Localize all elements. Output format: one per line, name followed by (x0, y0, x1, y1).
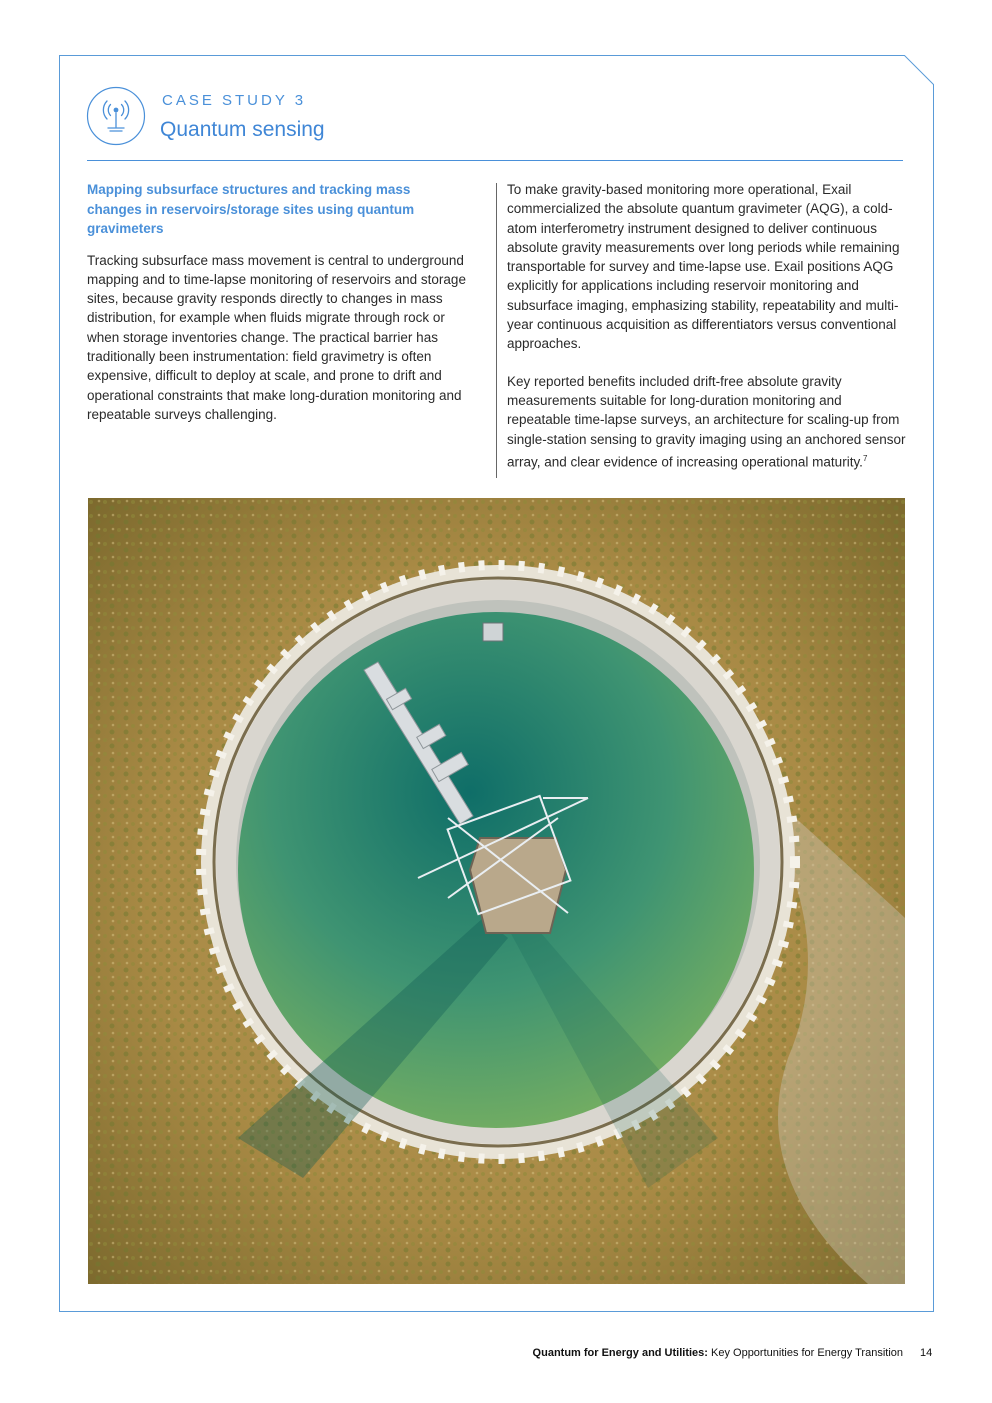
right-body-paragraph-2 (507, 372, 907, 472)
footnote-reference: 7 (862, 453, 868, 463)
header-rule (87, 160, 903, 161)
column-divider (496, 183, 497, 478)
right-body-paragraph-1: To make gravity-based monitoring more operational, Exail commercialized the absolute quantum gravimeter (AQG), a cold-atom interferometry instrument designed to deliver continuous absolute gravity measurements over long periods while remaining transportable for survey and time-lapse use. Exail positions AQG explicitly for applications including reservoir monitoring and subsurface imaging, emphasizing stability, repeatability and multi-year continuous acquisition as differentiators versus conventional approaches. (507, 182, 900, 352)
left-body-paragraph: Tracking subsurface mass movement is central to underground mapping and to time-lapse monitoring of reservoirs and storage sites, because gravity responds directly to changes in mass distribution, for example when fluids migrate through rock or when storage inventories change. The practical barrier has traditionally been instrumentation: field gravimetry is often expensive, difficult to deploy at scale, and prone to drift and operational constraints that make long-duration monitoring and repeatable surveys challenging. (87, 252, 466, 422)
section-subheading: Mapping subsurface structures and tracking mass changes in reservoirs/storage sites using quantum gravimeters (87, 182, 415, 236)
right-body-paragraph-2-text: Key reported benefits included drift-free absolute gravity measurements suitable for long-duration monitoring and repeatable time-lapse surveys, an architecture for scaling-up from single-station sensing to gravity imaging using an anchored sensor array, and clear evidence of increasing operational maturity. (507, 373, 906, 470)
antenna-signal-icon (86, 86, 146, 146)
left-column (87, 180, 467, 442)
page-number: 14 (920, 1347, 933, 1359)
case-study-kicker: CASE STUDY 3 (162, 92, 307, 109)
page-title: Quantum sensing (160, 118, 325, 141)
footer-report-subtitle: Key Opportunities for Energy Transition (707, 1347, 903, 1359)
right-column (507, 180, 907, 490)
footer-report-title: Quantum for Energy and Utilities: (532, 1347, 708, 1359)
reservoir-aerial-photo (88, 498, 905, 1284)
page-footer (533, 1347, 903, 1359)
